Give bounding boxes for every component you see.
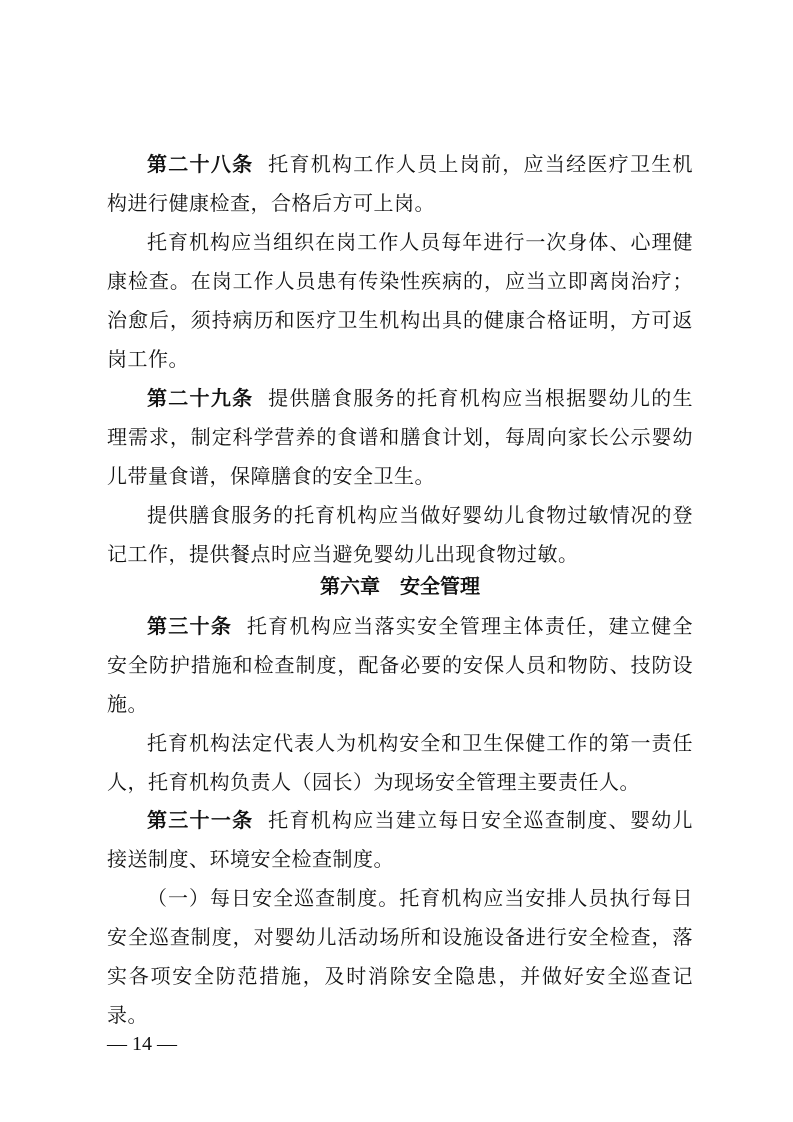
paragraph-text: 提供膳食服务的托育机构应当根据婴幼儿的生理需求，制定科学营养的食谱和膳食计划，每周向家长公示婴幼儿带量食谱，保障膳食的安全卫生。 <box>107 386 694 488</box>
paragraph-text: 托育机构工作人员上岗前，应当经医疗卫生机构进行健康检查，合格后方可上岗。 <box>107 152 694 215</box>
paragraph-article-30 <box>107 607 693 724</box>
article-number: 第三十条 <box>147 614 233 638</box>
chapter-heading <box>107 567 693 606</box>
article-number: 第二十九条 <box>147 386 254 410</box>
paragraph-text: 托育机构法定代表人为机构安全和卫生保健工作的第一责任人，托育机构负责人（园长）为现场安全管理主要责任人。 <box>107 731 693 794</box>
page-number: — 14 — <box>107 1033 177 1055</box>
paragraph-article-31 <box>107 801 693 879</box>
chapter-title: 安全管理 <box>400 574 480 598</box>
paragraph-text: 托育机构应当组织在岗工作人员每年进行一次身体、心理健康检查。在岗工作人员患有传染性疾病的，应当立即离岗治疗；治愈后，须持病历和医疗卫生机构出具的健康合格证明，方可返岗工作。 <box>107 230 693 371</box>
paragraph-article-29 <box>107 379 693 496</box>
paragraph-text: 托育机构应当建立每日安全巡查制度、婴幼儿接送制度、环境安全检查制度。 <box>107 808 694 871</box>
paragraph-text: 提供膳食服务的托育机构应当做好婴幼儿食物过敏情况的登记工作，提供餐点时应当避免婴幼儿出现食物过敏。 <box>107 503 693 566</box>
paragraph-daily-inspection <box>107 879 693 1035</box>
paragraph-article-28 <box>107 145 693 223</box>
chapter-number: 第六章 <box>320 574 380 598</box>
article-number: 第二十八条 <box>147 152 254 176</box>
paragraph-responsible-person <box>107 724 693 802</box>
paragraph-health-check <box>107 223 693 379</box>
paragraph-food-allergy <box>107 496 693 574</box>
article-number: 第三十一条 <box>147 808 254 832</box>
paragraph-text: （一）每日安全巡查制度。托育机构应当安排人员执行每日安全巡查制度，对婴幼儿活动场所和设施设备进行安全检查，落实各项安全防范措施，及时消除安全隐患，并做好安全巡查记录。 <box>107 886 693 1027</box>
paragraph-text: 托育机构应当落实安全管理主体责任，建立健全安全防护措施和检查制度，配备必要的安保人员和物防、技防设施。 <box>107 614 694 716</box>
